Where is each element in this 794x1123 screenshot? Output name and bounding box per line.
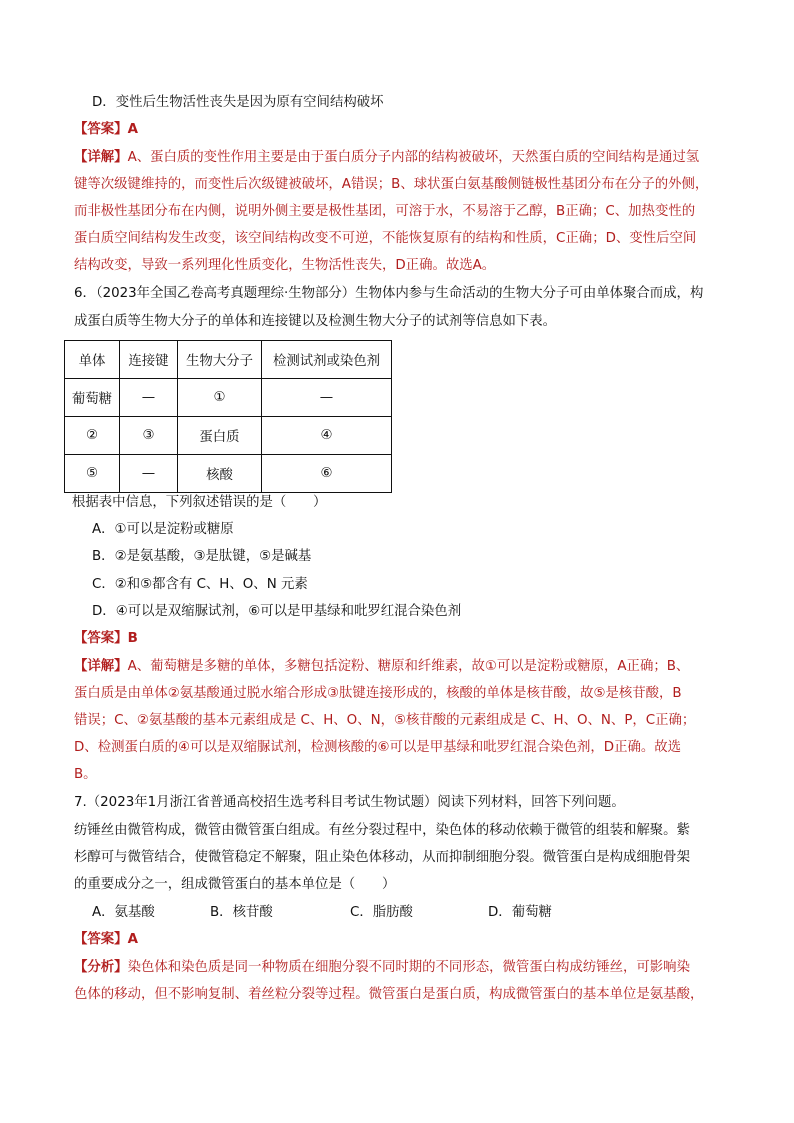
table-cell: ② (65, 417, 120, 455)
q5-explain-line-2: 键等次级键维持的，而变性后次级键被破坏，A错误；B、球状蛋白氨基酸侧链极性基团分布在分子的外侧， (74, 177, 709, 192)
table-header-cell: 连接键 (120, 341, 178, 379)
table-cell: ⑥ (262, 455, 392, 493)
q6-option-a: A．①可以是淀粉或糖原 (92, 522, 234, 537)
q7-answer (74, 930, 138, 950)
q7-analysis-line-1 (74, 958, 690, 978)
table-cell: ⑤ (65, 455, 120, 493)
analysis-text: 染色体和染色质是同一种物质在细胞分裂不同时期的不同形态，微管蛋白构成纺锤丝，可影响染 (127, 960, 690, 975)
q5-explain-line-4: 蛋白质空间结构发生改变，该空间结构改变不可逆，不能恢复原有的结构和性质，C正确；D、变性后空间 (74, 231, 697, 246)
q6-option-b: B．②是氨基酸，③是肽键，⑤是碱基 (92, 549, 312, 564)
answer-label: 【答案】 (74, 932, 128, 947)
answer-value: A (127, 932, 138, 947)
table-header-cell: 检测试剂或染色剂 (262, 341, 392, 379)
q7-option-d: D．葡萄糖 (488, 905, 552, 920)
explain-text: A、葡萄糖是多糖的单体，多糖包括淀粉、糖原和纤维素，故①可以是淀粉或糖原，A正确；B、 (127, 659, 690, 674)
table-header-cell: 单体 (65, 341, 120, 379)
table-cell: ③ (120, 417, 178, 455)
table-row (65, 417, 392, 455)
answer-value: A (127, 122, 138, 137)
q5-option-d: D．变性后生物活性丧失是因为原有空间结构破坏 (92, 95, 384, 110)
q6-option-c: C．②和⑤都含有 C、H、O、N 元素 (92, 577, 308, 592)
q7-option-c: C．脂肪酸 (350, 905, 413, 920)
table-row (65, 379, 392, 417)
q7-option-b: B．核苷酸 (210, 905, 273, 920)
explain-text: A、蛋白质的变性作用主要是由于蛋白质分子内部的结构被破坏，天然蛋白质的空间结构是通过氢 (127, 150, 700, 165)
explain-label: 【详解】 (74, 659, 128, 674)
q6-explain-line-3: 错误；C、②氨基酸的基本元素组成是 C、H、O、N，⑤核苷酸的元素组成是 C、H、O、N、P，C正确； (74, 713, 696, 728)
table-cell: — (262, 379, 392, 417)
q7-stem-line-3: 杉醇可与微管结合，使微管稳定不解聚，阻止染色体移动，从而抑制细胞分裂。微管蛋白是构成细胞骨架 (74, 850, 690, 865)
q5-explain-line-1 (74, 148, 724, 168)
q5-answer (74, 120, 138, 140)
q6-explain-line-1 (74, 657, 689, 677)
table-cell: 蛋白质 (178, 417, 262, 455)
q6-explain-line-2: 蛋白质是由单体②氨基酸通过脱水缩合形成③肽键连接形成的，核酸的单体是核苷酸，故⑤是核苷酸，B (74, 686, 682, 701)
q6-answer (74, 629, 138, 649)
q6-explain-line-5: B。 (74, 767, 97, 782)
table-header-row (65, 341, 392, 379)
q6-explain-line-4: D、检测蛋白质的④可以是双缩脲试剂，检测核酸的⑥可以是甲基绿和吡罗红混合染色剂，D正确。故选 (74, 740, 682, 755)
q6-option-d: D．④可以是双缩脲试剂，⑥可以是甲基绿和吡罗红混合染色剂 (92, 604, 462, 619)
q7-analysis-line-2: 色体的移动，但不影响复制、着丝粒分裂等过程。微管蛋白是蛋白质，构成微管蛋白的基本单位是氨基酸， (74, 987, 704, 1002)
table-cell: 葡萄糖 (65, 379, 120, 417)
table-cell: ④ (262, 417, 392, 455)
q5-explain-line-3: 而非极性基团分布在内侧，说明外侧主要是极性基团，可溶于水，不易溶于乙醇，B正确；C、加热变性的 (74, 204, 696, 219)
explain-label: 【详解】 (74, 150, 128, 165)
q5-explain-line-5: 结构改变，导致一系列理化性质变化，生物活性丧失，D正确。故选A。 (74, 258, 496, 273)
table-row (65, 455, 392, 493)
answer-label: 【答案】 (74, 631, 128, 646)
answer-value: B (127, 631, 138, 646)
q6-question: 根据表中信息，下列叙述错误的是（ ） (72, 495, 327, 510)
table-header-cell: 生物大分子 (178, 341, 262, 379)
answer-label: 【答案】 (74, 122, 128, 137)
q7-stem-line-1: 7.（2023年1月浙江省普通高校招生选考科目考试生物试题）阅读下列材料，回答下列问题。 (74, 795, 625, 810)
q7-option-a: A．氨基酸 (92, 905, 155, 920)
q6-stem-line-2: 成蛋白质等生物大分子的单体和连接键以及检测生物大分子的试剂等信息如下表。 (74, 314, 557, 329)
analysis-label: 【分析】 (74, 960, 128, 975)
table-cell: 核酸 (178, 455, 262, 493)
q6-stem-line-1: 6．（2023年全国乙卷高考真题理综·生物部分）生物体内参与生命活动的生物大分子可由单体聚合而成，构 (74, 286, 704, 301)
table-cell: — (120, 379, 178, 417)
q7-stem-line-2: 纺锤丝由微管构成，微管由微管蛋白组成。有丝分裂过程中，染色体的移动依赖于微管的组装和解聚。紫 (74, 823, 690, 838)
q7-stem-line-4: 的重要成分之一，组成微管蛋白的基本单位是（ ） (74, 877, 396, 892)
monomer-table (64, 340, 392, 493)
table-cell: ① (178, 379, 262, 417)
table-cell: — (120, 455, 178, 493)
